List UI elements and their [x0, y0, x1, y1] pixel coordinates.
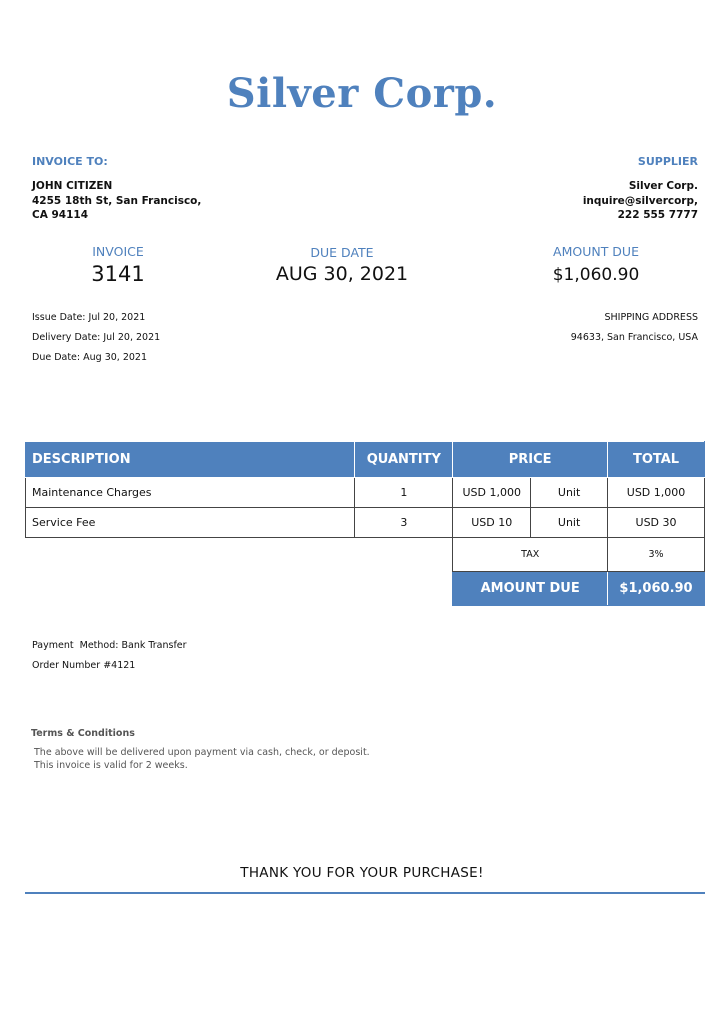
thank-you-message: THANK YOU FOR YOUR PURCHASE!	[240, 865, 484, 881]
header-description: DESCRIPTION	[26, 442, 355, 478]
row-price: USD 10	[453, 508, 531, 538]
supplier-name: Silver Corp.	[628, 180, 698, 192]
supplier-label: SUPPLIER	[637, 155, 698, 168]
terms-line1: The above will be delivered upon payment via cash, check, or deposit.	[34, 747, 370, 758]
tax-value: 3%	[608, 538, 705, 572]
due-date-text: Due Date: Aug 30, 2021	[32, 352, 148, 363]
invoice-to-label: INVOICE TO:	[32, 155, 108, 168]
footer-divider	[25, 892, 705, 894]
row-unit: Unit	[531, 508, 608, 538]
row-price: USD 1,000	[453, 478, 531, 508]
terms-heading: Terms & Conditions	[31, 728, 135, 739]
dates-block	[32, 308, 160, 368]
terms-line2: This invoice is valid for 2 weeks.	[34, 760, 188, 771]
table-row	[26, 478, 705, 508]
table-amount-due-label: AMOUNT DUE	[453, 572, 608, 606]
row-description: Service Fee	[26, 508, 355, 538]
row-quantity: 3	[355, 508, 453, 538]
amount-due-value: $1,060.90	[552, 265, 640, 285]
bill-to-name: JOHN CITIZEN	[32, 180, 113, 192]
items-table	[25, 441, 705, 606]
issue-date: Issue Date: Jul 20, 2021	[32, 312, 146, 323]
bill-to-address-line2: CA 94114	[32, 209, 89, 221]
table-header-row	[26, 442, 705, 478]
shipping-block	[571, 308, 698, 348]
payment-block	[32, 636, 187, 676]
tax-row	[26, 538, 705, 572]
table-row	[26, 508, 705, 538]
due-date-block	[262, 245, 422, 285]
amount-due-label: AMOUNT DUE	[553, 244, 639, 259]
supplier-email: inquire@silvercorp,	[582, 194, 698, 207]
shipping-label: SHIPPING ADDRESS	[604, 312, 698, 323]
terms-text	[34, 746, 370, 772]
header-price: PRICE	[453, 442, 608, 478]
invoice-number: 3141	[91, 262, 145, 286]
bill-to-address-line1: 4255 18th St, San Francisco,	[32, 194, 202, 207]
company-title: Silver Corp.	[226, 70, 498, 117]
amount-due-row	[26, 572, 705, 606]
supplier-phone: 222 555 7777	[617, 209, 698, 221]
payment-method: Payment Method: Bank Transfer	[32, 640, 187, 651]
row-quantity: 1	[355, 478, 453, 508]
tax-label: TAX	[453, 538, 608, 572]
table-amount-due-value: $1,060.90	[608, 572, 705, 606]
row-unit: Unit	[531, 478, 608, 508]
shipping-address: 94633, San Francisco, USA	[570, 332, 698, 343]
row-total: USD 1,000	[608, 478, 705, 508]
due-date-value: AUG 30, 2021	[275, 263, 409, 285]
invoice-label: INVOICE	[92, 244, 144, 259]
row-description: Maintenance Charges	[26, 478, 355, 508]
row-total: USD 30	[608, 508, 705, 538]
header-total: TOTAL	[608, 442, 705, 478]
header-quantity: QUANTITY	[355, 442, 453, 478]
amount-due-block	[526, 244, 666, 285]
delivery-date: Delivery Date: Jul 20, 2021	[32, 332, 161, 343]
supplier-block	[583, 179, 698, 223]
bill-to-block	[32, 179, 201, 223]
invoice-number-block	[58, 244, 178, 286]
due-date-label: DUE DATE	[310, 245, 374, 260]
order-number: Order Number #4121	[32, 660, 136, 671]
